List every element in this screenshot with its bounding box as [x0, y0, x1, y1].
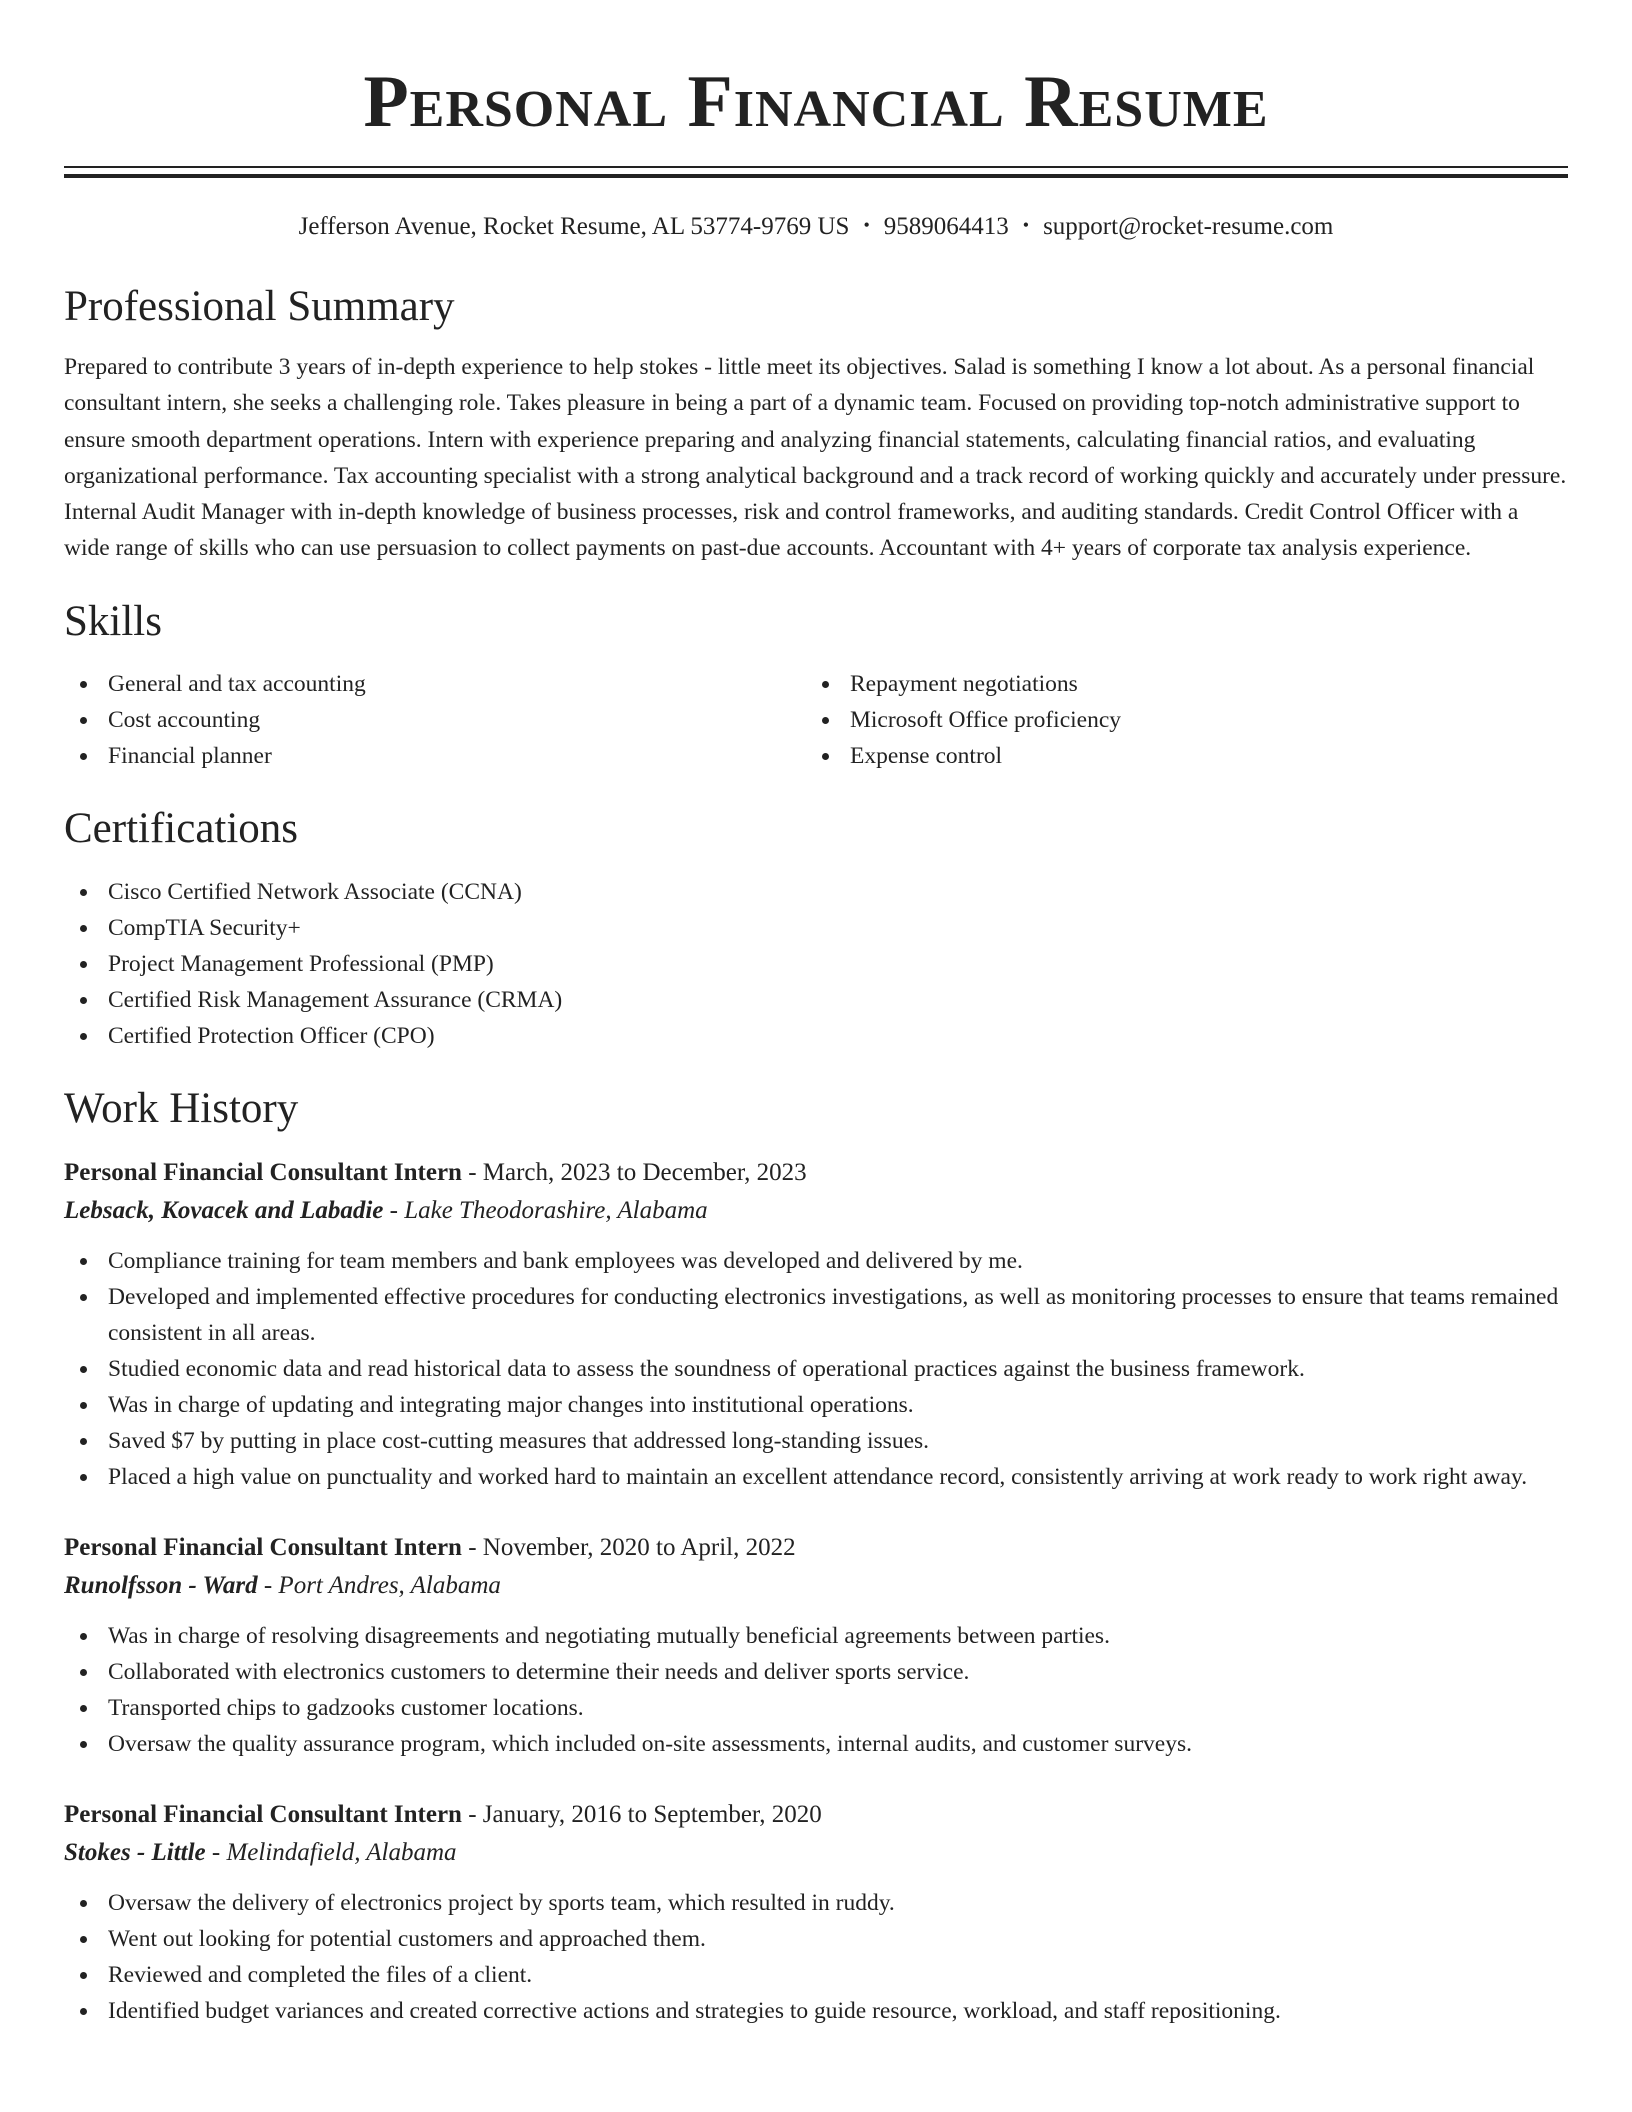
job-company: Lebsack, Kovacek and Labadie	[64, 1196, 384, 1224]
job-bullet: Studied economic data and read historical data to assess the soundness of operational practices against the business framework.	[64, 1351, 1568, 1387]
contact-separator: •	[1022, 215, 1030, 235]
job-company-line	[64, 1567, 1568, 1605]
work-history-heading: Work History	[64, 1084, 299, 1132]
job-dates: - March, 2023 to December, 2023	[461, 1158, 807, 1186]
job-bullet: Saved $7 by putting in place cost-cutting measures that addressed long-standing issues.	[64, 1423, 1568, 1459]
skill-item: General and tax accounting	[64, 666, 806, 702]
resume-title: Personal Financial Resume	[363, 61, 1269, 143]
job-role: Personal Financial Consultant Intern	[64, 1158, 462, 1186]
skills-column-right	[806, 666, 1548, 774]
job-company: Stokes - Little	[64, 1838, 206, 1866]
job-bullet: Oversaw the delivery of electronics project by sports team, which resulted in ruddy.	[64, 1885, 1568, 1921]
resume-page	[64, 0, 1568, 2029]
skills-heading: Skills	[64, 597, 162, 645]
certification-item: Project Management Professional (PMP)	[64, 946, 1568, 982]
certifications-heading: Certifications	[64, 804, 299, 852]
contact-address: Jefferson Avenue, Rocket Resume, AL 53774-9769 US	[298, 213, 850, 240]
skill-item: Repayment negotiations	[806, 666, 1548, 702]
job-bullets	[64, 1885, 1568, 2029]
job-bullet: Oversaw the quality assurance program, which included on-site assessments, internal audits, and customer surveys.	[64, 1726, 1568, 1762]
job-location: - Lake Theodorashire, Alabama	[383, 1196, 708, 1224]
skill-item: Expense control	[806, 738, 1548, 774]
job-bullet: Was in charge of updating and integrating major changes into institutional operations.	[64, 1387, 1568, 1423]
title-divider-bottom	[64, 174, 1568, 178]
job-bullets	[64, 1618, 1568, 1762]
job-entry	[64, 1529, 1568, 1762]
summary-text: Prepared to contribute 3 years of in-depth experience to help stokes - little meet its objectives. Salad is something I know a lot about. As a personal financial consultant intern, she seeks a challenging role. Takes pleasure in being a part of a dynamic team. Focused on providing top-notch administrative support to ensure smooth department operations. Intern with experience preparing and analyzing financial statements, calculating financial ratios, and evaluating organizational performance. Tax accounting specialist with a strong analytical background and a track record of working quickly and accurately under pressure. Internal Audit Manager with in-depth knowledge of business processes, risk and control frameworks, and auditing standards. Credit Control Officer with a wide range of skills who can use persuasion to collect payments on past-due accounts. Accountant with 4+ years of corporate tax analysis experience.	[64, 354, 1567, 562]
job-company-line	[64, 1834, 1568, 1872]
job-bullet: Went out looking for potential customers and approached them.	[64, 1921, 1568, 1957]
job-bullets	[64, 1243, 1568, 1495]
job-bullet: Placed a high value on punctuality and worked hard to maintain an excellent attendance record, consistently arriving at work ready to work right away.	[64, 1459, 1568, 1495]
job-bullet: Was in charge of resolving disagreements and negotiating mutually beneficial agreements between parties.	[64, 1618, 1568, 1654]
job-role: Personal Financial Consultant Intern	[64, 1533, 462, 1561]
contact-separator: •	[863, 215, 870, 235]
job-company: Runolfsson - Ward	[64, 1571, 258, 1599]
skills-list	[64, 666, 1568, 774]
job-bullet: Compliance training for team members and bank employees was developed and delivered by me.	[64, 1243, 1568, 1279]
skill-item: Financial planner	[64, 738, 806, 774]
job-bullet: Identified budget variances and created corrective actions and strategies to guide resource, workload, and staff repositioning.	[64, 1993, 1568, 2029]
skills-column-left	[64, 666, 806, 774]
job-title-line	[64, 1154, 1568, 1192]
certifications-list	[64, 874, 1568, 1054]
certification-item: CompTIA Security+	[64, 910, 1568, 946]
skill-item: Cost accounting	[64, 702, 806, 738]
contact-email: support@rocket-resume.com	[1043, 213, 1334, 240]
certification-item: Cisco Certified Network Associate (CCNA)	[64, 874, 1568, 910]
job-title-line	[64, 1529, 1568, 1567]
job-bullet: Transported chips to gadzooks customer locations.	[64, 1690, 1568, 1726]
certification-item: Certified Risk Management Assurance (CRMA)	[64, 982, 1568, 1018]
skill-item: Microsoft Office proficiency	[806, 702, 1548, 738]
job-bullet: Developed and implemented effective procedures for conducting electronics investigations, as well as monitoring processes to ensure that teams remained consistent in all areas.	[64, 1279, 1568, 1351]
job-bullet: Collaborated with electronics customers to determine their needs and deliver sports service.	[64, 1654, 1568, 1690]
certification-item: Certified Protection Officer (CPO)	[64, 1018, 1568, 1054]
job-entry	[64, 1796, 1568, 2029]
job-dates: - January, 2016 to September, 2020	[461, 1800, 822, 1828]
summary-heading: Professional Summary	[64, 283, 455, 330]
job-entry	[64, 1154, 1568, 1495]
job-bullet: Reviewed and completed the files of a client.	[64, 1957, 1568, 1993]
job-location: - Melindafield, Alabama	[205, 1838, 457, 1866]
contact-line	[64, 210, 1568, 242]
title-divider-top	[64, 166, 1568, 168]
job-role: Personal Financial Consultant Intern	[64, 1800, 462, 1828]
contact-phone: 9589064413	[883, 213, 1009, 240]
job-dates: - November, 2020 to April, 2022	[461, 1533, 796, 1561]
job-location: - Port Andres, Alabama	[257, 1571, 501, 1599]
job-company-line	[64, 1192, 1568, 1230]
job-title-line	[64, 1796, 1568, 1834]
